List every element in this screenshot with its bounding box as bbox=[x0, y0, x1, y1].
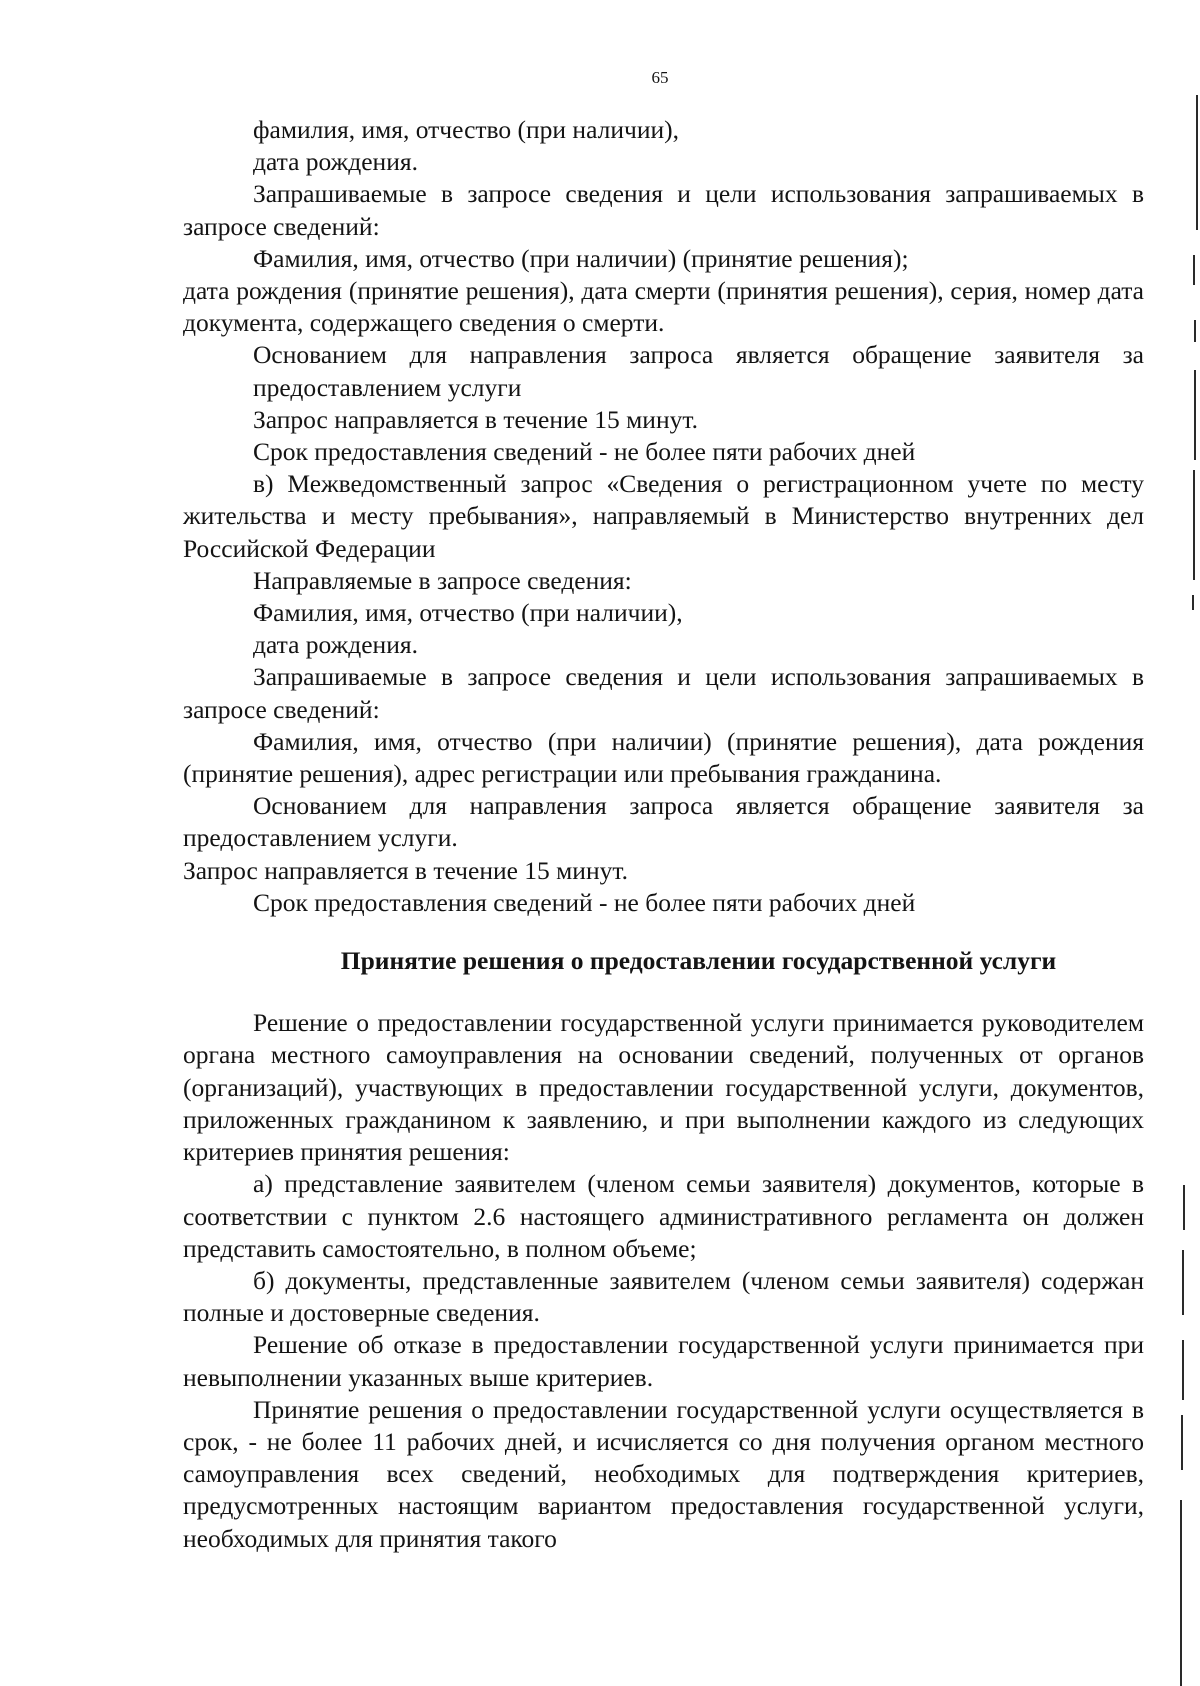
paragraph: Решение об отказе в предоставлении государственной услуги принимается при невыполнении указанных выше критериев. bbox=[183, 1330, 1144, 1392]
paragraph: Срок предоставления сведений - не более пяти рабочих дней bbox=[253, 437, 916, 467]
paragraph: дата рождения. bbox=[253, 630, 418, 660]
scan-margin-line bbox=[1181, 1415, 1183, 1470]
paragraph: Направляемые в запросе сведения: bbox=[253, 565, 632, 595]
paragraph: б) документы, представленные заявителем (членом семьи заявителя) содержан полные и достоверные сведения. bbox=[183, 1265, 1144, 1328]
paragraph: Фамилия, имя, отчество (при наличии) (принятие решения), дата рождения (принятие решения), адрес регистрации или пребывания гражданина. bbox=[183, 726, 1144, 789]
paragraph: Запрос направляется в течение 15 минут. bbox=[183, 855, 628, 885]
scan-margin-line bbox=[1180, 1500, 1182, 1686]
page-number: 65 bbox=[651, 68, 669, 87]
paragraph: Фамилия, имя, отчество (при наличии) (принятие решения); bbox=[253, 243, 909, 273]
paragraph: дата рождения. bbox=[253, 147, 418, 177]
paragraph: Запрашиваемые в запросе сведения и цели использования запрашиваемых в запросе сведений: bbox=[183, 179, 1144, 241]
paragraph: Основанием для направления запроса является обращение заявителя за предоставлением услуги. bbox=[183, 791, 1144, 853]
paragraph: Решение о предоставлении государственной услуги принимается руководителем органа местного самоуправления на основании сведений, полученных от органов (организаций), участвующих в предоставлении государственной услуги, документов, приложенных гражданином к заявлению, и при выполнении каждого из следующих критериев принятия решения: bbox=[183, 1008, 1144, 1167]
paragraph: дата рождения (принятие решения), дата смерти (принятия решения), серия, номер дата документа, содержащего сведения о смерти. bbox=[183, 276, 1144, 338]
scan-margin-line bbox=[1182, 1340, 1184, 1400]
scan-margin-line bbox=[1193, 470, 1195, 580]
paragraph: Запрашиваемые в запросе сведения и цели использования запрашиваемых в запросе сведений: bbox=[183, 662, 1144, 724]
document-body bbox=[183, 114, 1144, 1555]
scan-margin-line bbox=[1196, 95, 1198, 230]
scan-margin-line bbox=[1193, 255, 1195, 285]
paragraph: Основанием для направления запроса является обращение заявителя за предоставлением услуги bbox=[253, 340, 1144, 402]
paragraph: а) представление заявителем (членом семьи заявителя) документов, которые в соответствии с пунктом 2.6 настоящего административного регламента он должен представить самостоятельно, в полном объеме; bbox=[183, 1169, 1144, 1263]
paragraph: Принятие решения о предоставлении государственной услуги осуществляется в срок, - не более 11 рабочих дней, и исчисляется со дня получения органом местного самоуправления всех сведений, необходимых для подтверждения критериев, предусмотренных настоящим вариантом предоставления государственной услуги, необходимых для принятия такого bbox=[183, 1394, 1144, 1553]
scan-margin-line bbox=[1192, 595, 1194, 610]
paragraph: Запрос направляется в течение 15 минут. bbox=[253, 404, 698, 434]
section-heading: Принятие решения о предоставлении государственной услуги bbox=[340, 946, 1057, 976]
scan-margin-line bbox=[1194, 320, 1196, 342]
paragraph: Фамилия, имя, отчество (при наличии), bbox=[253, 598, 683, 628]
scan-margin-line bbox=[1194, 370, 1196, 460]
scan-margin-line bbox=[1182, 1250, 1184, 1315]
paragraph: Срок предоставления сведений - не более пяти рабочих дней bbox=[253, 887, 916, 917]
paragraph: фамилия, имя, отчество (при наличии), bbox=[253, 115, 679, 144]
scan-margin-line bbox=[1183, 1185, 1185, 1230]
paragraph: в) Межведомственный запрос «Сведения о регистрационном учете по месту жительства и месту пребывания», направляемый в Министерство внутренних дел Российской Федерации bbox=[183, 469, 1144, 563]
